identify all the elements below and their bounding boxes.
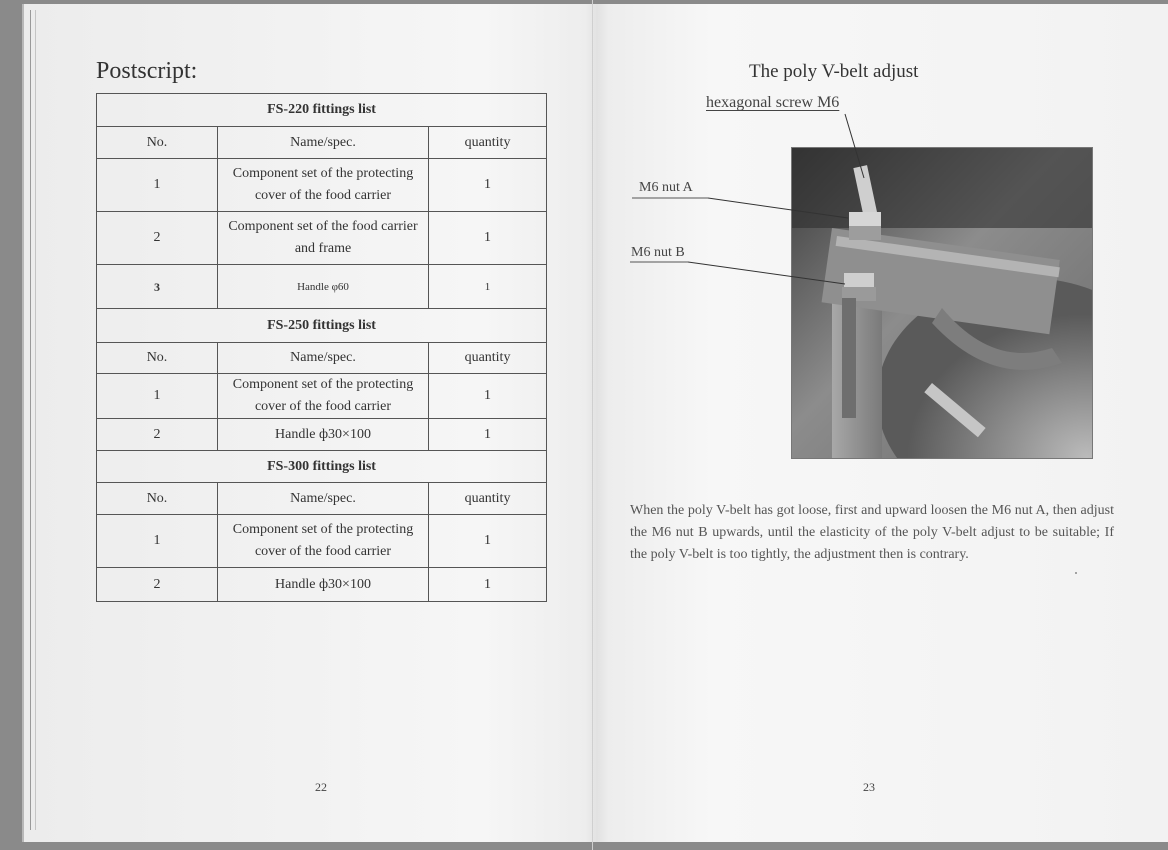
cell-quantity: 1	[429, 515, 547, 568]
header-quantity: quantity	[429, 127, 547, 159]
cell-name: Handle ф30×100	[218, 419, 429, 451]
cell-quantity: 1	[429, 419, 547, 451]
header-no: No.	[97, 127, 218, 159]
table-row	[97, 568, 547, 602]
header-quantity: quantity	[429, 483, 547, 515]
callout-nut-a: M6 nut A	[639, 180, 693, 195]
page-edge	[30, 10, 31, 830]
machine-photo-drawing	[792, 148, 1092, 458]
instruction-paragraph: When the poly V-belt has got loose, first and upward loosen the M6 nut A, then adjust the M6 nut B upwards, until the elasticity of the poly V-belt adjust to be suitable; If the poly V-belt is too tightly, the adjustment then is contrary.	[630, 503, 1114, 562]
header-name: Name/spec.	[218, 483, 429, 515]
cell-no: 2	[97, 212, 218, 265]
header-no: No.	[97, 483, 218, 515]
table-row	[97, 374, 547, 419]
page-edge	[35, 10, 36, 830]
fittings-table	[96, 93, 547, 602]
cell-name: Handle φ60	[218, 265, 429, 309]
header-row	[97, 343, 547, 374]
table-row	[97, 515, 547, 568]
book-gutter	[592, 0, 593, 850]
cell-name: Component set of the protecting cover of the food carrier	[218, 515, 429, 568]
table-row	[97, 419, 547, 451]
table-row	[97, 212, 547, 265]
page-number: 22	[315, 780, 327, 794]
cell-name: Component set of the food carrier and frame	[218, 212, 429, 265]
cell-no: 3	[97, 265, 218, 309]
cell-no: 2	[97, 419, 218, 451]
section-title-row	[97, 451, 547, 483]
callout-hex-screw: hexagonal screw M6	[706, 94, 840, 111]
section-title-row	[97, 94, 547, 127]
cell-no: 1	[97, 374, 218, 419]
paper-speck	[1075, 572, 1077, 574]
belt-adjust-photo	[791, 147, 1093, 459]
cell-quantity: 1	[429, 265, 547, 309]
cell-quantity: 1	[429, 568, 547, 602]
page-number: 23	[863, 780, 875, 794]
postscript-heading: Postscript:	[96, 58, 198, 84]
cell-name: Component set of the protecting cover of the food carrier	[218, 159, 429, 212]
cell-quantity: 1	[429, 212, 547, 265]
section-title: FS-250 fittings list	[97, 309, 547, 343]
cell-name: Handle ф30×100	[218, 568, 429, 602]
header-quantity: quantity	[429, 343, 547, 374]
section-title: FS-300 fittings list	[97, 451, 547, 483]
cell-no: 2	[97, 568, 218, 602]
header-no: No.	[97, 343, 218, 374]
header-row	[97, 483, 547, 515]
section-title: The poly V-belt adjust	[749, 61, 919, 82]
header-name: Name/spec.	[218, 127, 429, 159]
callout-nut-b: M6 nut B	[631, 245, 685, 260]
cell-no: 1	[97, 159, 218, 212]
header-row	[97, 127, 547, 159]
section-title-row	[97, 309, 547, 343]
table-row	[97, 265, 547, 309]
table-row	[97, 159, 547, 212]
cell-quantity: 1	[429, 159, 547, 212]
cell-quantity: 1	[429, 374, 547, 419]
cell-name: Component set of the protecting cover of the food carrier	[218, 374, 429, 419]
header-name: Name/spec.	[218, 343, 429, 374]
cell-no: 1	[97, 515, 218, 568]
section-title: FS-220 fittings list	[97, 94, 547, 127]
